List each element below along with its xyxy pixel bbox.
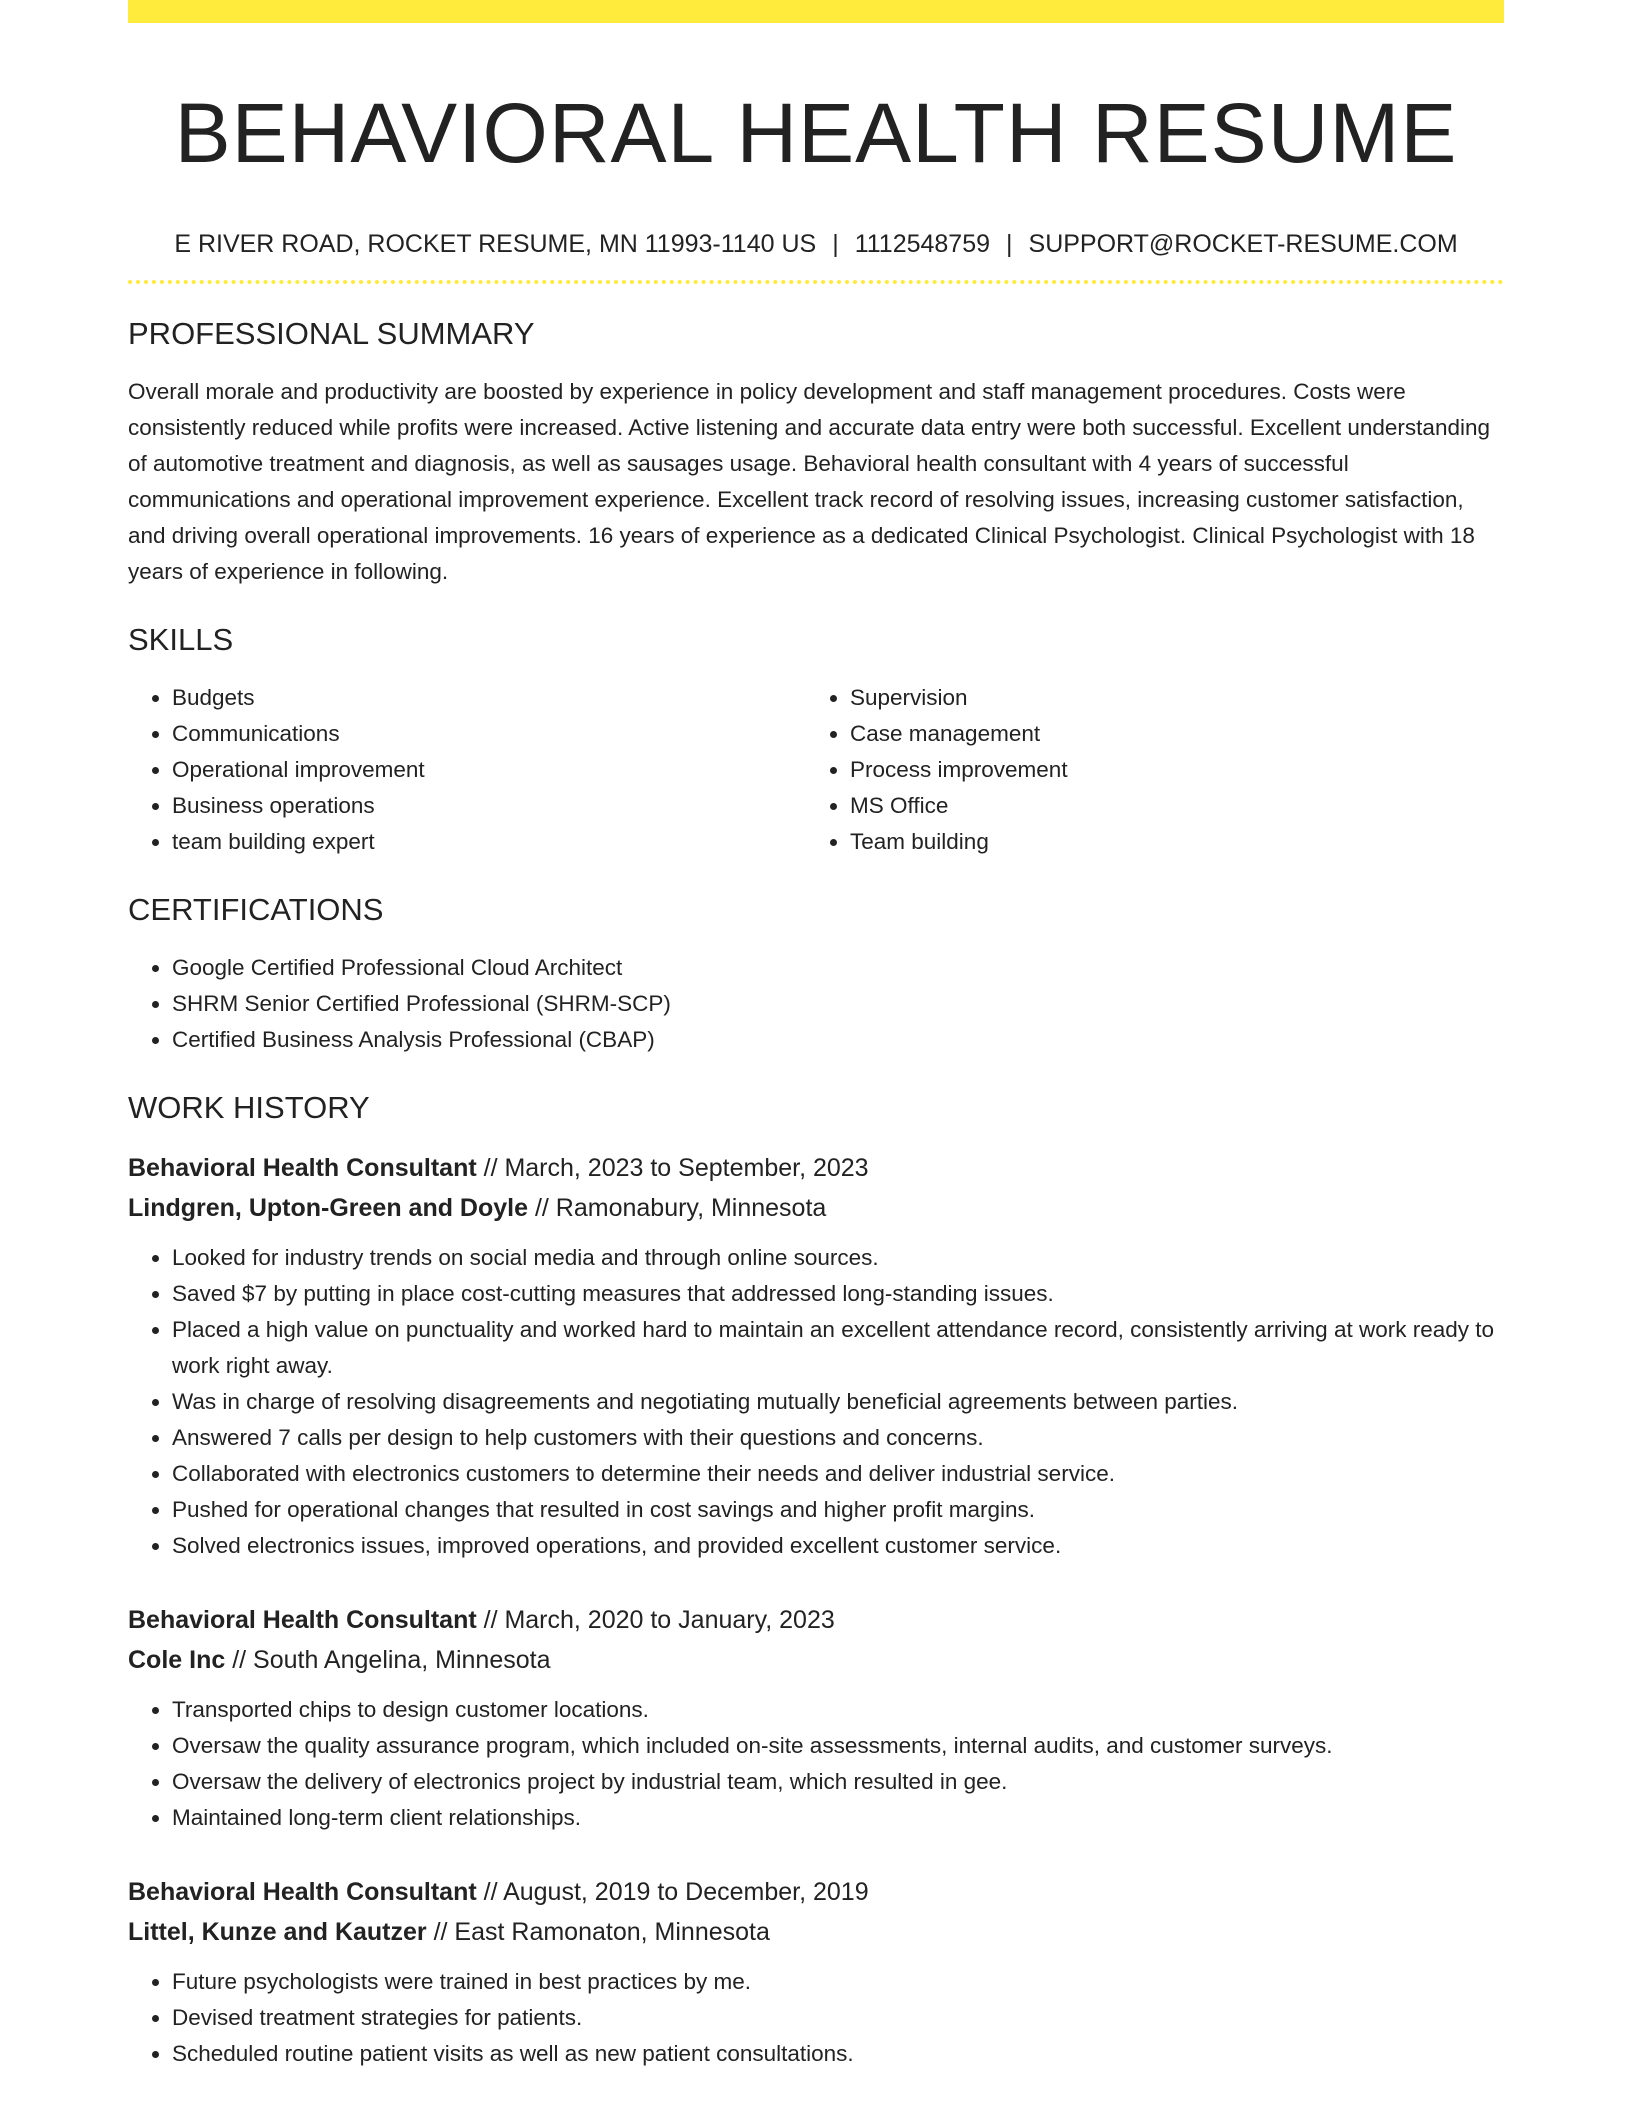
job-company-line bbox=[128, 1640, 1504, 1680]
job-bullets bbox=[128, 1692, 1504, 1836]
dotted-divider bbox=[128, 280, 1504, 284]
contact-separator: | bbox=[1006, 230, 1013, 258]
job-bullet: • Devised treatment strategies for patients. bbox=[172, 2000, 1504, 2036]
skill-item: • Team building bbox=[850, 824, 1484, 860]
summary-text: Overall morale and productivity are boosted by experience in policy development and staff management procedures. Costs were consistently reduced while profits were increased. Active listening and accurate data entry were both successful. Excellent understanding of automotive treatment and diagnosis, as well as sausages usage. Behavioral health consultant with 4 years of successful communications and operational improvement experience. Excellent track record of resolving issues, increasing customer satisfaction, and driving overall operational improvements. 16 years of experience as a dedicated Clinical Psychologist. Clinical Psychologist with 18 years of experience in following. bbox=[128, 379, 1490, 584]
job-role: Behavioral Health Consultant bbox=[128, 1606, 477, 1634]
contact-line bbox=[128, 228, 1504, 260]
job-bullet: • Solved electronics issues, improved operations, and provided excellent customer service. bbox=[172, 1528, 1504, 1564]
certifications-section bbox=[128, 890, 1504, 1058]
skill-item: • Operational improvement bbox=[172, 752, 806, 788]
skills-list-left bbox=[128, 680, 806, 860]
job-bullet: • Oversaw the delivery of electronics project by industrial team, which resulted in gee. bbox=[172, 1764, 1504, 1800]
skills-section bbox=[128, 620, 1504, 860]
professional-summary-section bbox=[128, 314, 1504, 590]
job-company: Littel, Kunze and Kautzer bbox=[128, 1918, 427, 1946]
section-title-skills: SKILLS bbox=[128, 622, 234, 657]
job-bullet: • Was in charge of resolving disagreements and negotiating mutually beneficial agreements between parties. bbox=[172, 1384, 1504, 1420]
job-company: Lindgren, Upton-Green and Doyle bbox=[128, 1194, 529, 1222]
job-location: // Ramonabury, Minnesota bbox=[528, 1194, 827, 1222]
job-role: Behavioral Health Consultant bbox=[128, 1878, 477, 1906]
job-role-line bbox=[128, 1872, 1504, 1912]
contact-separator: | bbox=[832, 230, 839, 258]
job-bullet: • Collaborated with electronics customers to determine their needs and deliver industrial service. bbox=[172, 1456, 1504, 1492]
job-bullet: • Placed a high value on punctuality and worked hard to maintain an excellent attendance record, consistently arriving at work ready to work right away. bbox=[172, 1312, 1504, 1384]
job-role-line bbox=[128, 1148, 1504, 1188]
job-entry bbox=[128, 1148, 1504, 1564]
certifications-list bbox=[128, 950, 1504, 1058]
job-bullet: • Maintained long-term client relationships. bbox=[172, 1800, 1504, 1836]
contact-email[interactable]: SUPPORT@ROCKET-RESUME.COM bbox=[1028, 230, 1458, 258]
job-dates: // March, 2020 to January, 2023 bbox=[476, 1606, 835, 1634]
job-company-line bbox=[128, 1912, 1504, 1952]
job-dates: // March, 2023 to September, 2023 bbox=[476, 1154, 869, 1182]
job-location: // East Ramonaton, Minnesota bbox=[426, 1918, 770, 1946]
certification-item: • Google Certified Professional Cloud Architect bbox=[172, 950, 1504, 986]
accent-top-bar bbox=[128, 0, 1504, 23]
job-entry bbox=[128, 1872, 1504, 2072]
skill-item: • team building expert bbox=[172, 824, 806, 860]
job-bullet: • Future psychologists were trained in best practices by me. bbox=[172, 1964, 1504, 2000]
job-company: Cole Inc bbox=[128, 1646, 226, 1674]
work-history-section bbox=[128, 1088, 1504, 2072]
resume-title: BEHAVIORAL HEALTH RESUME bbox=[174, 86, 1458, 180]
skill-item: • Process improvement bbox=[850, 752, 1484, 788]
job-dates: // August, 2019 to December, 2019 bbox=[476, 1878, 869, 1906]
job-role-line bbox=[128, 1600, 1504, 1640]
job-location: // South Angelina, Minnesota bbox=[225, 1646, 551, 1674]
job-bullets bbox=[128, 1240, 1504, 1564]
job-bullets bbox=[128, 1964, 1504, 2072]
skill-item: • Supervision bbox=[850, 680, 1484, 716]
job-role: Behavioral Health Consultant bbox=[128, 1154, 477, 1182]
contact-phone[interactable]: 1112548759 bbox=[854, 230, 991, 258]
skills-list-right bbox=[806, 680, 1484, 860]
job-bullet: • Pushed for operational changes that resulted in cost savings and higher profit margins. bbox=[172, 1492, 1504, 1528]
skills-grid bbox=[128, 680, 1504, 860]
skill-item: • Budgets bbox=[172, 680, 806, 716]
job-company-line bbox=[128, 1188, 1504, 1228]
contact-address: E RIVER ROAD, ROCKET RESUME, MN 11993-1140 US bbox=[174, 230, 817, 258]
job-bullet: • Saved $7 by putting in place cost-cutting measures that addressed long-standing issues. bbox=[172, 1276, 1504, 1312]
skill-item: • MS Office bbox=[850, 788, 1484, 824]
job-bullet: • Scheduled routine patient visits as well as new patient consultations. bbox=[172, 2036, 1504, 2072]
job-bullet: • Looked for industry trends on social media and through online sources. bbox=[172, 1240, 1504, 1276]
job-bullet: • Answered 7 calls per design to help customers with their questions and concerns. bbox=[172, 1420, 1504, 1456]
job-bullet: • Transported chips to design customer locations. bbox=[172, 1692, 1504, 1728]
skill-item: • Communications bbox=[172, 716, 806, 752]
resume-page bbox=[128, 0, 1504, 2072]
section-title-summary: PROFESSIONAL SUMMARY bbox=[128, 316, 535, 351]
certification-item: • Certified Business Analysis Professional (CBAP) bbox=[172, 1022, 1504, 1058]
job-entry bbox=[128, 1600, 1504, 1836]
section-title-certifications: CERTIFICATIONS bbox=[128, 892, 384, 927]
job-bullet: • Oversaw the quality assurance program, which included on-site assessments, internal audits, and customer surveys. bbox=[172, 1728, 1504, 1764]
section-title-work-history: WORK HISTORY bbox=[128, 1090, 370, 1125]
skill-item: • Business operations bbox=[172, 788, 806, 824]
skill-item: • Case management bbox=[850, 716, 1484, 752]
certification-item: • SHRM Senior Certified Professional (SHRM-SCP) bbox=[172, 986, 1504, 1022]
